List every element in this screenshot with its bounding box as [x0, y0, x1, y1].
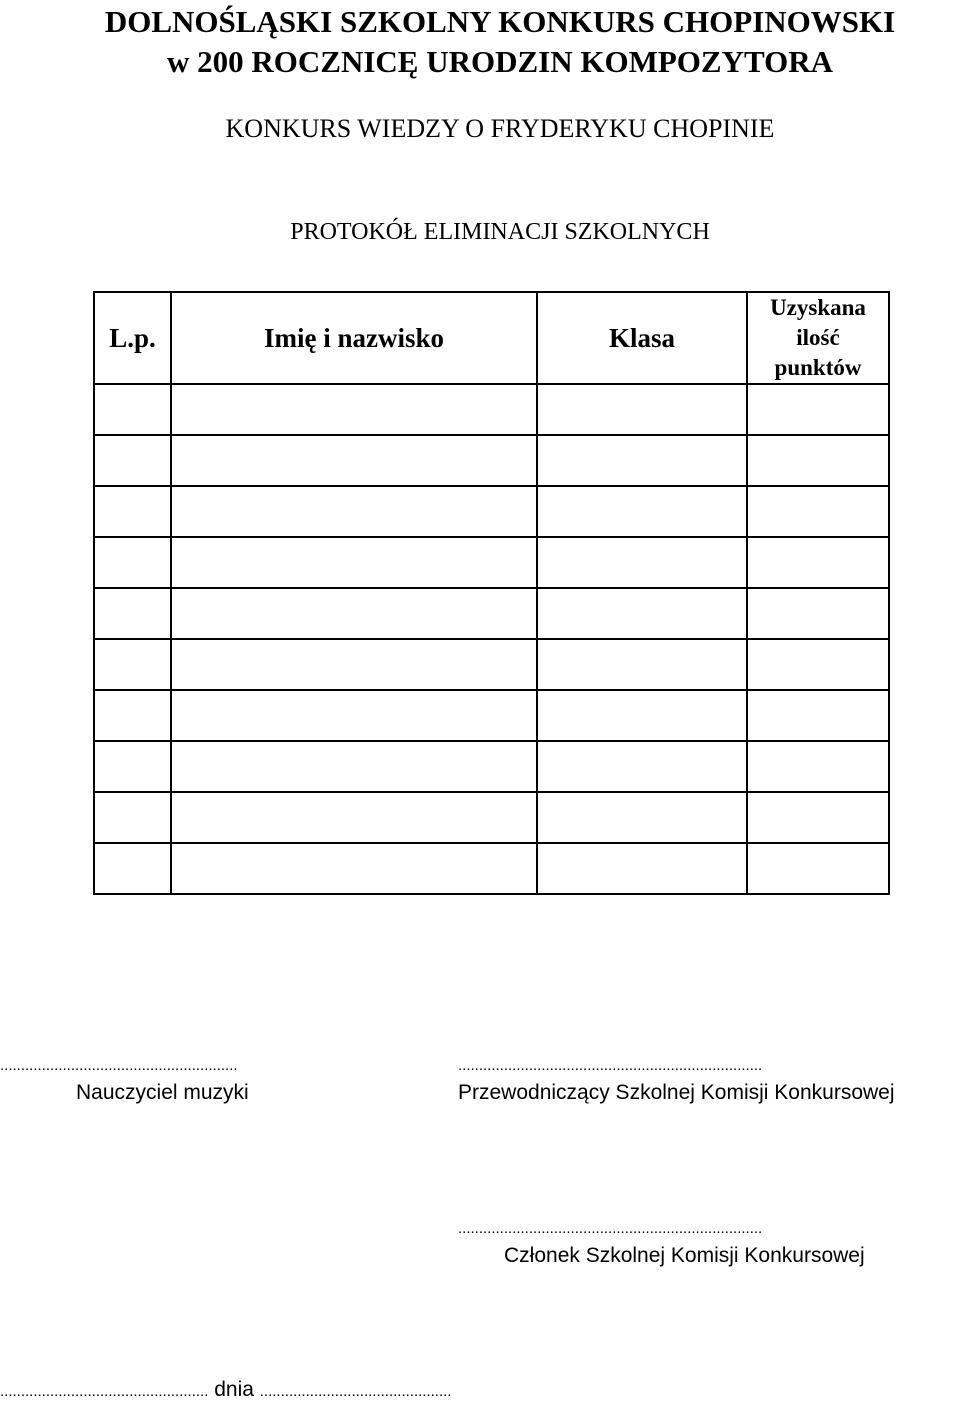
member-signature-dots: .........................................................................: [458, 1220, 763, 1237]
cell-points[interactable]: [747, 690, 889, 741]
column-header-name: Imię i nazwisko: [171, 292, 537, 384]
cell-points[interactable]: [747, 537, 889, 588]
cell-name[interactable]: [171, 486, 537, 537]
column-header-points: [747, 292, 889, 384]
cell-class[interactable]: [537, 690, 747, 741]
cell-class[interactable]: [537, 792, 747, 843]
cell-name[interactable]: [171, 843, 537, 894]
date-word: dnia: [214, 1378, 254, 1401]
date-dots-after: ..............................................: [259, 1383, 452, 1400]
title-line-2: w 200 ROCZNICĘ URODZIN KOMPOZYTORA: [167, 44, 833, 79]
contest-subtitle: KONKURS WIEDZY O FRYDERYKU CHOPINIE: [225, 114, 775, 143]
cell-lp[interactable]: [94, 741, 171, 792]
cell-class[interactable]: [537, 537, 747, 588]
cell-name[interactable]: [171, 588, 537, 639]
cell-points[interactable]: [747, 741, 889, 792]
cell-class[interactable]: [537, 843, 747, 894]
teacher-signature-dots: .........................................................: [0, 1057, 238, 1074]
cell-lp[interactable]: [94, 792, 171, 843]
points-header-line-1: Uzyskana: [770, 295, 866, 320]
member-signature-label: Członek Szkolnej Komisji Konkursowej: [504, 1244, 865, 1267]
cell-points[interactable]: [747, 486, 889, 537]
cell-lp[interactable]: [94, 588, 171, 639]
table-row: [94, 741, 889, 792]
cell-class[interactable]: [537, 435, 747, 486]
cell-name[interactable]: [171, 435, 537, 486]
cell-points[interactable]: [747, 435, 889, 486]
points-header-line-2: ilość: [796, 325, 840, 350]
column-header-lp: L.p.: [94, 292, 171, 384]
table-row: [94, 537, 889, 588]
table-row: [94, 384, 889, 435]
cell-name[interactable]: [171, 792, 537, 843]
chair-signature-dots: .........................................................................: [458, 1057, 763, 1074]
date-line: [0, 1378, 451, 1402]
table-row: [94, 690, 889, 741]
table-row: [94, 486, 889, 537]
table-row: [94, 639, 889, 690]
cell-lp[interactable]: [94, 537, 171, 588]
cell-lp[interactable]: [94, 486, 171, 537]
column-header-class: Klasa: [537, 292, 747, 384]
cell-name[interactable]: [171, 639, 537, 690]
cell-points[interactable]: [747, 384, 889, 435]
protocol-title: PROTOKÓŁ ELIMINACJI SZKOLNYCH: [290, 219, 710, 245]
cell-class[interactable]: [537, 741, 747, 792]
cell-class[interactable]: [537, 384, 747, 435]
cell-points[interactable]: [747, 843, 889, 894]
table-header-row: [94, 292, 889, 384]
cell-class[interactable]: [537, 588, 747, 639]
cell-class[interactable]: [537, 486, 747, 537]
cell-points[interactable]: [747, 792, 889, 843]
results-table: [93, 291, 890, 895]
cell-points[interactable]: [747, 639, 889, 690]
date-dots-before: ..................................................: [0, 1383, 209, 1400]
teacher-signature-label: Nauczyciel muzyki: [76, 1081, 249, 1104]
cell-name[interactable]: [171, 690, 537, 741]
cell-lp[interactable]: [94, 435, 171, 486]
points-header-line-3: punktów: [774, 355, 862, 380]
cell-name[interactable]: [171, 537, 537, 588]
table-row: [94, 843, 889, 894]
cell-name[interactable]: [171, 741, 537, 792]
cell-lp[interactable]: [94, 843, 171, 894]
cell-name[interactable]: [171, 384, 537, 435]
table-row: [94, 588, 889, 639]
cell-lp[interactable]: [94, 639, 171, 690]
table-row: [94, 792, 889, 843]
chair-signature-label: Przewodniczący Szkolnej Komisji Konkursowej: [458, 1081, 895, 1104]
cell-class[interactable]: [537, 639, 747, 690]
title-line-1: DOLNOŚLĄSKI SZKOLNY KONKURS CHOPINOWSKI: [104, 4, 896, 39]
cell-points[interactable]: [747, 588, 889, 639]
table-row: [94, 435, 889, 486]
cell-lp[interactable]: [94, 384, 171, 435]
cell-lp[interactable]: [94, 690, 171, 741]
